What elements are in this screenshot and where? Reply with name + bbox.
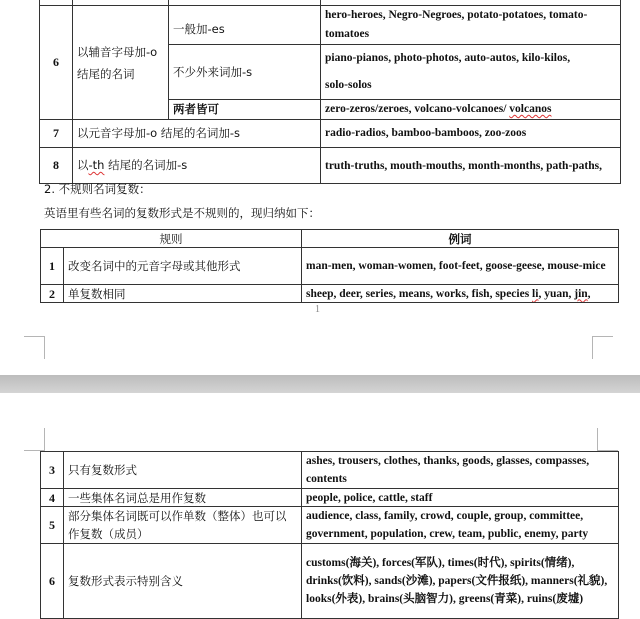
table-header-row xyxy=(41,230,619,248)
example-cell: ashes, trousers, clothes, thanks, goods, glasses, compasses, contents xyxy=(302,452,619,489)
intro-paragraph: 英语里有些名词的复数形式是不规则的，现归纳如下： xyxy=(44,206,320,220)
spelling-flagged-word[interactable]: volcanos xyxy=(509,103,552,115)
row-number: 1 xyxy=(41,248,64,285)
rule-cell: 只有复数形式 xyxy=(64,452,302,489)
table-row xyxy=(41,489,619,507)
margin-corner-mark-bottom-left xyxy=(24,336,45,359)
row-number: 6 xyxy=(41,544,64,619)
margin-corner-mark-top-right xyxy=(597,428,618,451)
page-separator xyxy=(0,375,640,393)
margin-corner-mark-bottom-right xyxy=(592,336,613,359)
row-number: 4 xyxy=(41,489,64,507)
example-cell: truth-truths, mouth-mouths, month-months, path-paths, xyxy=(321,148,621,184)
example-cell xyxy=(302,285,619,303)
example-cell: customs(海关), forces(军队), times(时代), spirits(情绪), drinks(饮料), sands(沙滩), papers(文件报纸), manners(礼貌), looks(外表), brains(头脑智力), greens(青菜), ruins(废墟) xyxy=(302,544,619,619)
section-heading: 2. 不规则名词复数： xyxy=(44,182,151,196)
rule-text: 以 xyxy=(77,158,89,172)
spelling-flagged-word[interactable]: -th xyxy=(88,158,105,172)
row-number: 2 xyxy=(41,285,64,303)
table-row xyxy=(41,544,619,619)
document-page-2 xyxy=(0,393,640,618)
rule-cell: 改变名词中的元音字母或其他形式 xyxy=(64,248,302,285)
column-header-rule: 规则 xyxy=(41,230,302,248)
column-header-example: 例词 xyxy=(302,230,619,248)
example-cell: audience, class, family, crowd, couple, group, committee, government, population, crew, team, public, enemy, party xyxy=(302,507,619,544)
rule-cell xyxy=(73,148,321,184)
table-row xyxy=(40,148,621,184)
example-cell: people, police, cattle, staff xyxy=(302,489,619,507)
margin-corner-mark-top-left xyxy=(24,428,45,451)
example-cell: radio-radios, bamboo-bamboos, zoo-zoos xyxy=(321,120,621,148)
table-row xyxy=(40,6,621,45)
spelling-flagged-word[interactable]: li xyxy=(532,287,539,300)
example-line: solo-solos xyxy=(325,79,372,91)
rule-cell: 以辅音字母加-o 结尾的名词 xyxy=(73,6,169,120)
irregular-plural-table xyxy=(40,229,619,303)
example-cell: man-men, woman-women, foot-feet, goose-geese, mouse-mice xyxy=(302,248,619,285)
example-cell: hero-heroes, Negro-Negroes, potato-potatoes, tomato-tomatoes xyxy=(321,6,621,45)
regular-plural-table xyxy=(39,0,621,184)
row-number: 7 xyxy=(40,120,73,148)
table-row xyxy=(41,248,619,285)
example-text: , xyxy=(587,287,591,300)
rule-cell: 部分集体名词既可以作单数（整体）也可以作复数（成员） xyxy=(64,507,302,544)
rule-cell: 单复数相同 xyxy=(64,285,302,303)
row-number: 3 xyxy=(41,452,64,489)
example-text: sheep, deer, series, means, works, fish, species xyxy=(306,287,533,300)
table-row xyxy=(41,507,619,544)
example-cell xyxy=(321,45,621,100)
example-text: , yuan, xyxy=(538,287,575,300)
row-number: 6 xyxy=(40,6,73,120)
table-row xyxy=(41,452,619,489)
spelling-flagged-word[interactable]: jin xyxy=(574,287,588,300)
row-number: 5 xyxy=(41,507,64,544)
page-number: 1 xyxy=(315,304,320,315)
table-row xyxy=(41,285,619,303)
table-row xyxy=(40,120,621,148)
sub-rule-cell: 两者皆可 xyxy=(169,100,321,120)
row-number: 8 xyxy=(40,148,73,184)
example-line: piano-pianos, photo-photos, auto-autos, kilo-kilos, xyxy=(325,52,571,64)
example-cell xyxy=(321,100,621,120)
rule-text: 结尾的名词加-s xyxy=(104,158,188,172)
irregular-plural-table-continued xyxy=(40,451,619,619)
rule-cell: 一些集体名词总是用作复数 xyxy=(64,489,302,507)
sub-rule-cell: 一般加-es xyxy=(169,6,321,45)
rule-cell: 复数形式表示特别含义 xyxy=(64,544,302,619)
sub-rule-cell: 不少外来词加-s xyxy=(169,45,321,100)
example-text: zero-zeros/zeroes, volcano-volcanoes/ xyxy=(325,103,510,115)
rule-cell: 以元音字母加-o 结尾的名词加-s xyxy=(73,120,321,148)
